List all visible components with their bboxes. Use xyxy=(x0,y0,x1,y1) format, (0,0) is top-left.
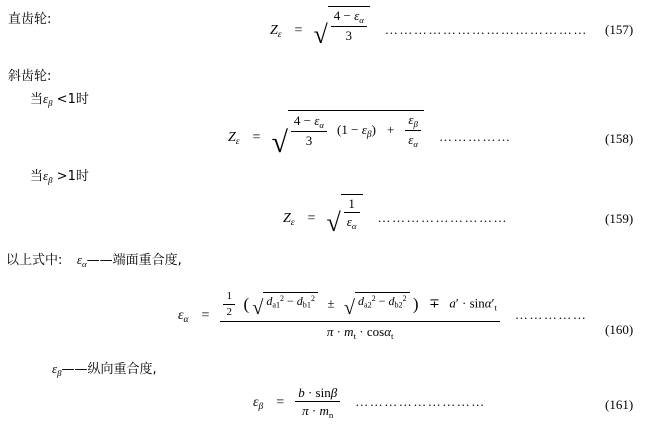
radical-160-a: √ $d_{a1}^2 - d_{b1}^2$ xyxy=(252,295,318,313)
equation-number-160: (160) xyxy=(605,322,634,337)
radical-159: √ $\frac{1}{\varepsilon_\alpha}$ xyxy=(326,200,362,238)
note-text-alpha: ——端面重合度, xyxy=(86,253,182,268)
equation-number-157: (157) xyxy=(605,22,634,37)
condition-suffix-1: <1时 xyxy=(52,92,89,107)
equation-161: $\varepsilon_\beta$ = $\frac{b \cdot \sin\beta}{\pi \cdot m_n}$ ……………………… xyxy=(253,385,486,421)
equation-157: $Z_\varepsilon$ = √ $\frac{4 - \varepsilon_\alpha}{3}$ …………………………………… xyxy=(270,8,588,49)
note-text-beta: ——纵向重合度, xyxy=(61,362,157,377)
radical-158: √ $\frac{4 - \varepsilon_\alpha}{3}$ $(1 - \varepsilon_\beta)$ + $\frac{\varepsilon_\beta}{\varepsilon_\alpha}$ xyxy=(271,118,424,158)
equation-number-159: (159) xyxy=(605,211,634,226)
label-spur-gear: 直齿轮: xyxy=(8,12,52,27)
condition-suffix-2: >1时 xyxy=(52,169,89,184)
radical-160-b: √ $d_{a2}^2 - d_{b2}^2$ xyxy=(344,295,410,313)
note-transverse-contact-ratio: 以上式中: $\varepsilon_\alpha——$端面重合度, xyxy=(6,252,182,269)
condition-beta-gt-1: 当$\varepsilon_\beta >1$时 xyxy=(30,168,89,185)
note-prefix: 以上式中: xyxy=(6,253,63,268)
label-helical-gear: 斜齿轮: xyxy=(8,69,52,84)
note-overlap-ratio: $\varepsilon_\beta——$纵向重合度, xyxy=(52,361,157,378)
condition-prefix-2: 当 xyxy=(30,169,44,184)
equation-159: $Z_\varepsilon$ = √ $\frac{1}{\varepsilon_\alpha}$ ……………………… xyxy=(283,196,508,237)
equation-number-158: (158) xyxy=(605,131,634,146)
condition-prefix-1: 当 xyxy=(30,92,44,107)
equation-number-161: (161) xyxy=(605,397,634,412)
equation-160: $\varepsilon_\alpha$ = $\frac{1}{2}$ ( √ $d_{a1}^2 - d_{b1}^2$ ± √ $d_{a2}^2 - d_{b2}^2$ ) ∓ $a' \cdot \sin\alpha'_t$ $\pi \cdot m_t \cdot \cos\alpha_t$ …………… xyxy=(178,290,588,341)
condition-beta-lt-1: 当$\varepsilon_\beta <1$时 xyxy=(30,91,89,108)
radical-157: √ $\frac{4 - \varepsilon_\alpha}{3}$ xyxy=(313,12,369,50)
equation-158: $Z_\varepsilon$ = √ $\frac{4 - \varepsilon_\alpha}{3}$ $(1 - \varepsilon_\beta)$ + $\frac{\varepsilon_\beta}{\varepsilon_\alpha}$ …………… xyxy=(228,112,512,159)
